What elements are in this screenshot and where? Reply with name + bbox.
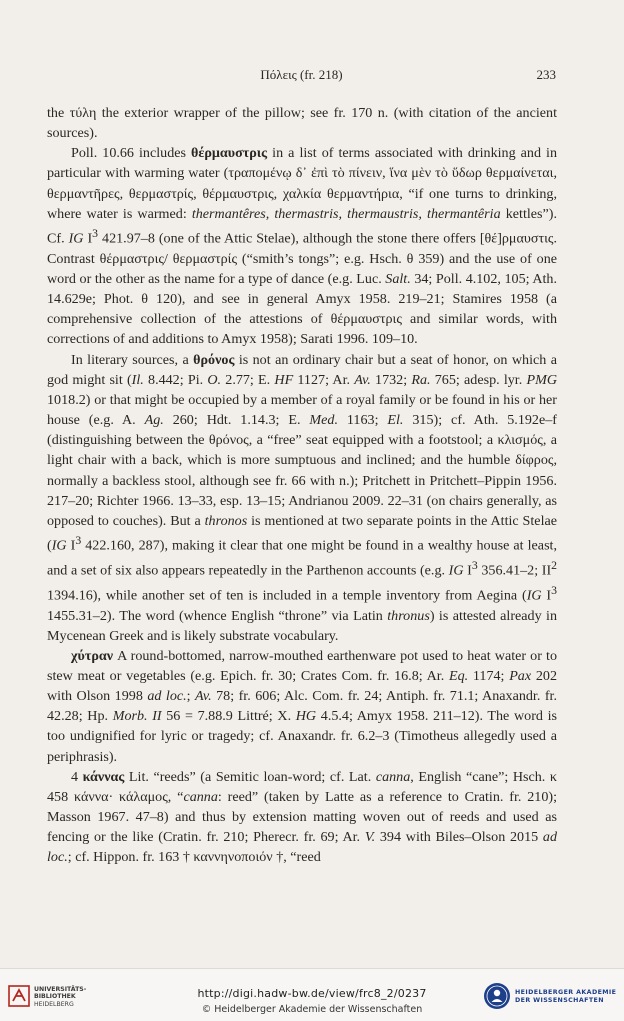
university-library-name[interactable]: UNIVERSITÄTS- BIBLIOTHEK HEIDELBERG xyxy=(34,986,87,1008)
entry-chytran: χύτραν A round-bottomed, narrow-mouthed earthenware pot used to heat water or to stew meat or vegetables (e.g. Epich. fr. 30; Crates Com. fr. 16.8; Ar. Eq. 1174; Pax 202 with Olson 1998 ad loc.; Av. 78; fr. 606; Alc. Com. fr. 24; Antiph. fr. 71.1; Anaxandr. fr. 42.28; Hp. Morb. II 56 = 7.88.9 Littré; X. HG 4.5.4; Amyx 1958. 211–12). The word is too undignified for lyric or tragedy; cf. Anaxandr. fr. 6.2–3 (Timotheus allegedly used a periphrasis). xyxy=(47,647,557,765)
academy-name[interactable]: HEIDELBERGER AKADEMIE DER WISSENSCHAFTEN xyxy=(515,989,617,1005)
paragraph-continuation: the τύλη the exterior wrapper of the pillow; see fr. 170 n. (with citation of the ancient sources). xyxy=(47,105,557,142)
academy-seal-icon[interactable] xyxy=(483,982,511,1010)
lemma-term: χύτραν xyxy=(71,647,114,664)
paragraph-thermaustris: Poll. 10.66 includes θέρμαυστρις in a list of terms associated with drinking and in particular with warming water (τραπομένῳ δ᾽ ἐπὶ τὸ πίνειν, ἵνα μὲν τὸ ὕδωρ θερμαίνεται, θερμαντῆρες, θερμαστρίς, θέρμαυστρις, χαλκία θερμαντήρια, “if one turns to drinking, where water is warmed: thermantêres, thermastris, thermaustris, thermantêria kettles”). Cf. IG $I^3$ 421.97–8 (one of the Attic Stelae), although the stone there offers [θέ]ρμαυστις. Contrast θέρμαστρις/ θερμαστρίς (“smith’s tongs”; e.g. Hsch. θ 359) and the use of one word or the other as the name for a type of dance (e.g. Luc. Salt. 34; Poll. 4.102, 105; Ath. 14.629e; Phot. θ 120), and see in general Amyx 1958. 219–21; Stamires 1958 (a comprehensive collection of the attestions of θέρμαυστρις and similar words, with corrections of and additions to Amyx 1958); Sarati 1996. 109–10. xyxy=(47,145,558,348)
copyright-notice: © Heidelberger Akademie der Wissenschaften xyxy=(201,1004,423,1015)
running-title: Πόλεις (fr. 218) xyxy=(260,67,343,82)
lemma-term: θέρμαυστρις xyxy=(191,145,268,162)
running-header xyxy=(47,66,556,84)
viewer-footer xyxy=(0,968,624,1021)
paragraph-thronos: In literary sources, a θρόνος is not an ordinary chair but a seat of honor, on which a god might sit (Il. 8.442; Pi. O. 2.77; E. HF 1127; Ar. Av. 1732; Ra. 765; adesp. lyr. PMG 1018.2) or that might be occupied by a member of a royal family or be found in his or her house (e.g. A. Ag. 260; Hdt. 1.14.3; E. Med. 1163; El. 315); cf. Ath. 5.192e–f (distinguishing between the θρόνος, a “free” seat equipped with a footstool; a κλισμός, a light chair with a back, which is more sumptuous and inclined; and the humble δίφρος, normally a backless stool, although see fr. 66 with n.); Pritchett in Pritchett–Pippin 1956. 217–20; Richter 1966. 13–33, esp. 13–15; Andrianou 2009. 22–31 (on chairs generally, as opposed to couches). But a thronos is mentioned at two separate points in the Attic Stelae (IG $I^3$ 422.160, 287), making it clear that one might be found in a wealthy house at least, and a set of six also appears repeatedly in the Parthenon accounts (e.g. IG $I^3$ 356.41–2; $II^2$ 1394.16), while another set of ten is included in a temple inventory from Aegina (IG $I^3$ 1455.31–2). The word (whence English “throne” via Latin thronus) is attested already in Mycenean Greek and is likely substrate vocabulary. xyxy=(47,351,558,644)
lemma-term: κάννας xyxy=(82,768,125,785)
page-number: 233 xyxy=(536,67,556,82)
body-text xyxy=(47,103,557,868)
lemma-term: θρόνος xyxy=(193,351,235,368)
entry-kannas: 4 κάννας Lit. “reeds” (a Semitic loan-word; cf. Lat. canna, English “cane”; Hsch. κ 458 κάννα· κάλαμος, “canna: reed” (taken by Latte as a reference to Cratin. fr. 210); Masson 1967. 47–8) and thus by extension matting woven out of reeds and used as fencing or the like (Cratin. fr. 210; Pherecr. fr. 69; Ar. V. 394 with Biles–Olson 2015 ad loc.; cf. Hippon. fr. 163 † καννηνοποιόν †, “reed xyxy=(47,768,558,866)
permalink-url[interactable]: http://digi.hadw-bw.de/view/frc8_2/0237 xyxy=(197,987,427,1000)
